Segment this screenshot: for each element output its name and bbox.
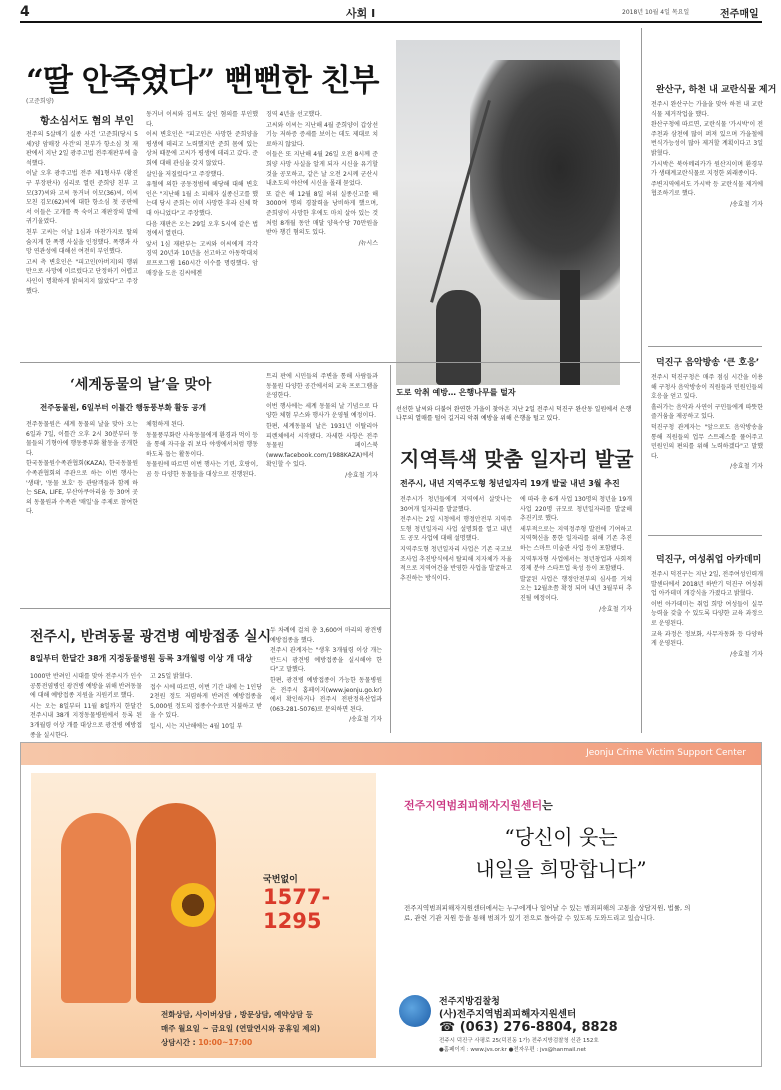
ad-phone: ☎ (063) 276-8804, 8828 xyxy=(439,1020,618,1035)
ad-slogan: “당신이 웃는 내일을 희망합니다” xyxy=(475,825,647,881)
sunflower-icon xyxy=(171,883,215,927)
photo-caption: 선선한 날씨와 더불어 완연한 가을이 찾아온 지난 2일 전주시 덕진구 완산동 일원에서 은행나무의 열매를 털어 길거리 악취 예방을 위해 은행을 털고 있다. xyxy=(396,406,632,422)
article1-subtitle: 항소심서도 혐의 부인 xyxy=(40,116,134,127)
sidebar-divider xyxy=(641,28,642,733)
photo-title: 도로 악취 예방… 은행나무를 털자 xyxy=(396,388,516,397)
column-divider xyxy=(390,365,391,733)
article4-col2: 고 25일 밝혔다. 접수 시에 따르면, 이번 기간 내에 는 1인당 2천원 정도 저렴하게 반려견 예방접종을 5,000원 정도의 접종수수료만 지불하고 받을 수 있다. 일시, 시는 지난해에는 4월 10일 부 xyxy=(150,673,262,730)
divider xyxy=(20,362,640,363)
worker-figure xyxy=(436,290,481,385)
section-title: 사회 I xyxy=(346,7,376,20)
tree-trunk xyxy=(560,270,580,385)
ginkgo-photo xyxy=(396,40,620,385)
child-figure xyxy=(61,813,131,1003)
article4-col1: 1000만 반려인 시대를 맞아 전주시가 인수공통전염병인 광견병 예방을 위해 반려동물에 대해 예방접종 지원을 지원키로 했다. 시는 오는 8일부터 11월 8일까지 한달간 전주시내 38개 지정동물병원에서 등록 된 3개월령 이상 개를 대상으로 광견병 예방접종을 실시한다. xyxy=(30,673,142,739)
article3-col1: 전주시가 청년들에게 지역에서 살맛나는 30여개 일자리를 발굴했다. 전주시는 2일 시청에서 행정안전부 지역주도형 청년일자리 사업 설명회를 열고 내년도 공모 사업에 대해 설명했다. 지역주도형 청년일자리 사업은 기존 국고보조사업 추진방식에서 탈피해 지자체가 자율적으로 지역여건을 반영한 사업을 발굴하고 추진하는 방식이다. xyxy=(400,496,512,582)
sidebar-body-1: 전주시 완산구는 가을을 맞아 하천 내 교란식물 제거작업을 했다. 완산구청에 따르면, 교란식물 '가시박'이 전주천과 삼천에 많이 퍼져 있으며 가을철에 번식가능성이 많아 제거할 계획이다고 3일 밝혔다. 가시박은 북아메리카가 원산지이며 환경부가 생태계교란식물로 지정한 외래종이다. 주변지역에서도 가시박 등 교란식물 제거에 협조하기로 했다. /송효철 기자 xyxy=(651,101,763,208)
header-rule xyxy=(20,21,762,23)
divider xyxy=(20,608,390,609)
ad-photo-panel xyxy=(31,773,376,1058)
ad-org1: 전주지방검찰청 xyxy=(439,997,500,1007)
sidebar-byline-1: /송효철 기자 xyxy=(730,200,763,208)
divider xyxy=(648,535,762,536)
article2-byline: /송효철 기자 xyxy=(345,471,378,479)
article3-col2: 에 따라 총 6개 사업 130명의 청년을 19개 사업 220명 규모로 청년일자리를 발굴해 추진키로 했다. 세부적으로는 지역정주형 발전에 기여하고 지역혁신을 통한 일자리를 위해 기존 추진하는 스마트 미술관 사업 등이 포함됐다. 지역투자형 사업에서는 청년창업과 사회적경제 분야 스타트업 육성 등이 포함됐다. 발굴된 사업은 행정안전부의 심사를 거쳐 오는 12월초쯤 확정 되며 내년 3월부터 추진될 예정이다. /송효철 기자 xyxy=(520,496,632,613)
sidebar-body-2: 전주시 덕진구청은 매주 점심 시간을 이용해 구청사 음악방송이 직원들과 민원인들의 호응을 얻고 있다. 흘러가는 음악과 사연이 구민들에게 따뜻한 즐거움을 제공하고 있다. 덕진구청 관계자는 "앞으로도 음악방송을 통해 직원들의 업무 스트레스를 풀어주고 민원인의 편의를 위해 노력하겠다"고 말했다. /송효철 기자 xyxy=(651,374,763,471)
article2-col3: 트리 판에 시민들의 주변을 통해 사람들과 동물원 다양한 공간에서의 교육 프로그램을 운영한다. 이번 행사에는 세계 동물의 날 기념으로 다양한 체험 부스와 행사가 운영될 예정이다. 한편, 세계동물의 날은 1931년 이탈리아 피렌체에서 시작됐다. 자세한 사항은 전주동물원 페이스북(www.facebook.com/1988KAZA)에서 확인할 수 있다. /송효철 기자 xyxy=(266,373,378,479)
article2-col1: 전주동물원은 세계 동물의 날을 맞아 오는 6일과 7일, 이틀간 오후 2시 30분부터 동물들의 기형아에 행동풍부화 활동을 공개한다. 한국동물원수족관협회(KAZA), 한국동물원수족관협회의 주관으로 하는 이번 행사는 '생태', '동물 보호' 등 관람객들과 함께 하는 SEA, LIFE, 부산아쿠아리움 등 30여 곳의 동물원과 수족관 '매일'을 주제로 참여한다. xyxy=(26,421,138,516)
ad-org2: (사)전주지역범죄피해자지원센터 xyxy=(439,1009,577,1020)
article3-byline: /송효철 기자 xyxy=(599,605,632,613)
divider xyxy=(648,346,762,347)
sidebar-byline-3: /송효철 기자 xyxy=(730,650,763,658)
sidebar-heading-1: 완산구, 하천 내 교란식물 제거 xyxy=(656,85,777,95)
article4-title: 전주시, 반려동물 광견병 예방접종 실시 xyxy=(30,629,272,645)
article2-title: ‘세계동물의 날’을 맞아 xyxy=(70,377,212,393)
ad-description: 전주지역범죄피해자지원센터에서는 누구에게나 일어날 수 있는 범죄피해의 고통을 상담지원, 법률, 의료, 관련 기관 지원 등을 통해 범죄가 있기 전으로 돌아갈 수 있도록 도와드리고 있습니다. xyxy=(404,904,691,922)
article2-col2: 체험하게 된다. 동물풍부화란 사육동물에게 환경과 먹이 등을 통해 자극을 줘 보다 야생에서처럼 행동하도록 돕는 활동이다. 동물원에 따르면 이번 행사는 기린, 호랑이, 곰 등 다양한 동물들을 대상으로 진행된다. xyxy=(146,421,258,478)
article1-col3: 징역 4년을 선고했다. 고씨와 이씨는 지난해 4월 준희양이 갑상선 기능 저하증 증세를 보이는 데도 제대로 치료하지 않았다. 이들은 또 지난해 4월 26일 오전 8시께 준희양 사망 사실을 알게 되자 시신을 유기할 것을 공모하고, 같은 날 오전 2시께 군산시 내초도의 야산에 시신을 몰래 묻었다. 또 같은 해 12월 8일 허위 실종신고를 해 3000여 명의 경찰력을 낭비하게 했으며, 준희양이 사망한 후에도 마치 살아 있는 것처럼 8개월 동안 매달 양육수당 70만원을 받아 챙긴 혐의도 있다. /뉴시스 xyxy=(266,111,378,247)
issue-date: 2018년 10월 4일 목요일 xyxy=(622,9,690,16)
victim-support-ad xyxy=(20,742,762,1067)
ad-banner-text: Jeonju Crime Victim Support Center xyxy=(586,748,746,758)
ginkgo-tree xyxy=(470,60,620,300)
article1-photo-credit: (고준희양) xyxy=(26,98,54,105)
ad-address: 전주시 덕진구 사평로 25(덕진동 1가) 전주지방검찰청 신관 152호 ●홈페이지 : www.jvs.or.kr ●전자우편 : jvs@hanmail.net xyxy=(439,1038,599,1053)
article4-byline: /송효철 기자 xyxy=(349,716,382,724)
ad-service-info: 전화상담, 사이버상담 , 방문상담, 예약상담 등 매주 월요일 ~ 금요일 (연말연시와 공휴일 제외) 상담시간 : 10:00~17:00 xyxy=(161,1010,321,1047)
article3-subtitle: 전주시, 내년 지역주도형 청년일자리 19개 발굴 내년 3월 추진 xyxy=(400,479,620,488)
ad-org-heading: 전주지역범죄피해자지원센터는 xyxy=(404,799,553,812)
sidebar-body-3: 전주시 덕진구는 지난 2일, 전주여성인력개발센터에서 2018년 하반기 덕진구 여성취업 아카데미 개강식을 가졌다고 밝혔다. 이번 아카데미는 취업 희망 여성들이 실무 능력을 갖출 수 있도록 다양한 교육 과정으로 운영된다. 교육 과정은 정보화, 사무자동화 등 다양하게 운영된다. /송효철 기자 xyxy=(651,571,763,658)
hotline-label: 국번없이 xyxy=(263,875,298,885)
article1-col2: 동거녀 이씨와 김씨도 살인 혐의를 부인했다. 이씨 변호인은 "피고인은 사망한 준희양을 평생에 데리고 노력했지만 준희 몸에 있는 상처 때문에 고씨가 평생에 데리고 갔다. 준희에 대해 관심을 갖지 않았다. 살인을 저질렀다"고 주장했다. 유혈에 의한 공동정범에 해당해 대해 변호인은 "지난해 1월 소 피해자 실종신고를 했는데 당시 준희는 이미 사망한 후라 신체 학대 아니었다"고 주장했다. 다음 재판은 오는 29일 오후 5시에 같은 법정에서 열린다. 앞서 1심 재판부는 고씨와 이씨에게 각각 징역 20년과 10년을 선고하고 아동학대치료프로그램 160시간 이수를 명령했다. 암매장을 도운 김씨에겐 xyxy=(146,111,258,277)
article3-title: 지역특색 맞춤 일자리 발굴 xyxy=(400,447,634,471)
article1-col1: 전주의 5살배기 실종 사건 '고준희(당시 5세)양 암매장 사건'의 친부가 항소심 첫 재판에서 지난 2일 광주고법 전주재판부에 출석했다. 이날 오후 광주고법 전주 제1형사부 (황진구 부장판사) 심리로 열린 준희양 친부 고모(37)씨와 고씨 동거녀 이모(36)씨, 이씨 모친 김모(62)씨에 대한 항소심 첫 공판에서 이들은 고개를 푹 숙이고 재판장의 말에 귀기울였다. 친부 고씨는 이날 1심과 마찬가지로 딸의 숨지게 한 폭행 사실을 인정했다. 폭행과 사망 연관성에 대해선 여전히 부인했다. 고씨 측 변호인은 "피고인(아버지)의 행위만으로 사망에 이르렀다고 단정하기 어렵고 사인이 명확하게 밝혀지지 않았다"고 주장했다. xyxy=(26,131,138,295)
article4-col3: 두 차례에 걸쳐 총 3,600여 마리의 광견병 예방접종을 했다. 전주시 관계자는 "생후 3개월령 이상 개는 반드시 광견병 예방접종을 실시해야 한다"고 말했다. 한편, 광견병 예방접종이 가능한 동물병원은 전주시 홈페이지(www.jeonju.go.kr)에서 확인하거나 전주시 전판정육산업과(063-281-5076)로 문의하면 된다. /송효철 기자 xyxy=(270,627,382,724)
sidebar-heading-2: 덕진구 음악방송 ‘큰 호응’ xyxy=(656,358,760,368)
article1-byline: /뉴시스 xyxy=(358,239,378,247)
ad-banner xyxy=(21,743,761,765)
article1-title: “딸 안죽였다” 뻔뻔한 친부 xyxy=(26,63,379,99)
sidebar-byline-2: /송효철 기자 xyxy=(730,463,763,471)
hotline-number: 1577-1295 xyxy=(263,885,331,933)
ad-hours: 10:00~17:00 xyxy=(198,1038,253,1047)
newspaper-name: 전주매일 xyxy=(720,9,759,20)
article2-subtitle: 전주동물원, 6일부터 이틀간 행동풍부화 활동 공개 xyxy=(40,403,207,412)
article4-subtitle: 8일부터 한달간 38개 지정동물병원 등록 3개월령 이상 개 대상 xyxy=(30,654,253,663)
page-number: 4 xyxy=(20,4,30,20)
prosecution-logo-icon xyxy=(399,995,431,1027)
sidebar-heading-3: 덕진구, 여성취업 아카데미 xyxy=(656,555,762,565)
